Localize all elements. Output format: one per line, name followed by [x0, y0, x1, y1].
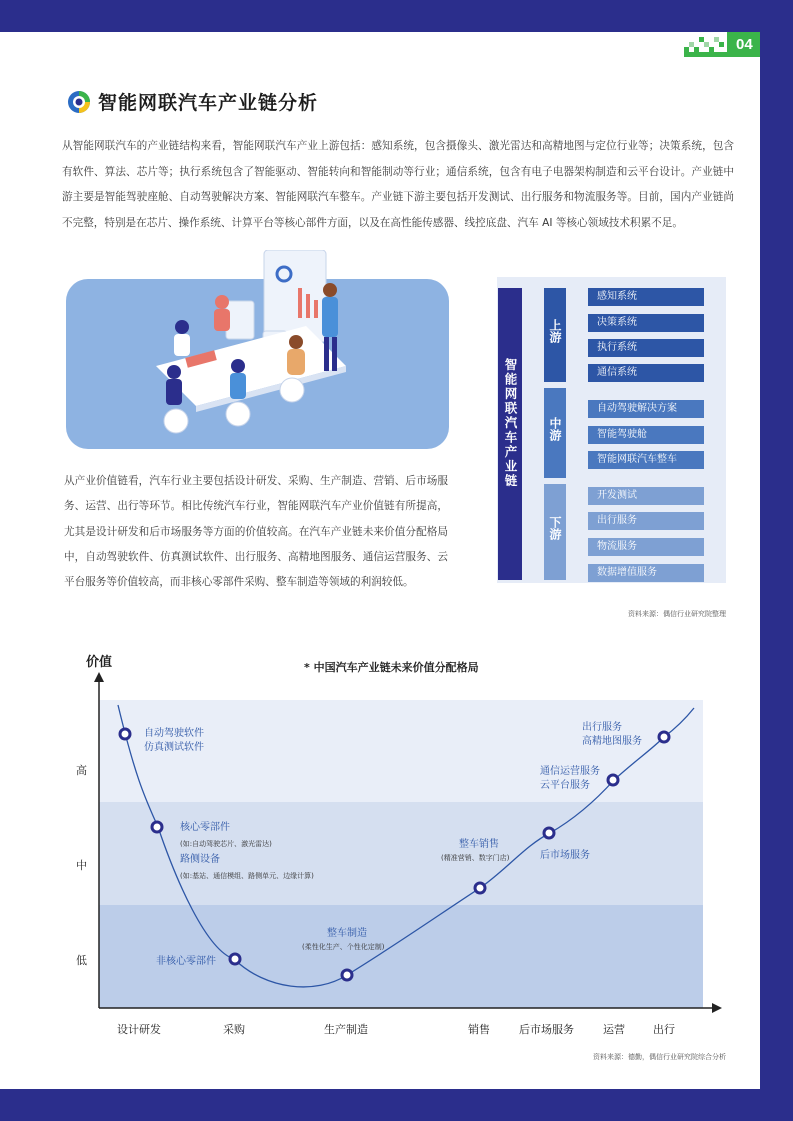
point-sublabel: (如:自动驾驶芯片、激光雷达): [180, 840, 272, 848]
meeting-illustration: [66, 250, 449, 450]
chart-svg: [66, 650, 726, 1045]
chart-title: * 中国汽车产业链未来价值分配格局: [304, 661, 479, 674]
x-tick: 出行: [653, 1023, 675, 1036]
top-bar: [0, 0, 793, 32]
value-point: [475, 883, 485, 893]
x-tick: 生产制造: [324, 1023, 368, 1036]
point-label: 云平台服务: [540, 780, 590, 791]
stage-upstream-label: 上游: [548, 319, 562, 343]
stage-midstream-label: 中游: [548, 417, 562, 441]
point-sublabel: (精准营销、数字门店): [441, 854, 510, 862]
source-note-1: 资料来源：偶信行业研究院整理: [628, 610, 726, 618]
stage-downstream-label: 下游: [548, 516, 562, 540]
value-point: [152, 822, 162, 832]
chain-item: 出行服务: [588, 512, 704, 530]
chain-item: 物流服务: [588, 538, 704, 556]
point-label: 整车销售: [459, 839, 499, 850]
point-label: 路侧设备: [180, 854, 220, 865]
pixel-decoration: [684, 34, 728, 57]
value-distribution-chart: [66, 650, 726, 1045]
chain-main-label: [498, 288, 522, 580]
point-label: 高精地图服务: [582, 736, 642, 747]
y-level-mid: 中: [76, 859, 87, 872]
point-sublabel: (如:基站、通信模组、路侧单元、边缘计算): [180, 872, 314, 880]
value-point: [659, 732, 669, 742]
chain-item: 智能驾驶舱: [588, 426, 704, 444]
bottom-bar: [0, 1089, 793, 1121]
y-axis-arrow: [94, 672, 104, 682]
x-tick: 采购: [223, 1023, 245, 1036]
point-label: 自动驾驶软件: [144, 728, 204, 739]
chain-item: 决策系统: [588, 314, 704, 332]
point-label: 通信运营服务: [540, 766, 600, 777]
chain-item: 智能网联汽车整车: [588, 451, 704, 469]
point-label: 整车制造: [327, 928, 367, 939]
value-point: [544, 828, 554, 838]
chain-item: 数据增值服务: [588, 564, 704, 582]
point-label: 仿真测试软件: [144, 742, 204, 753]
point-sublabel: (柔性化生产、个性化定制): [302, 943, 385, 951]
y-level-high: 高: [76, 764, 87, 777]
value-point: [608, 775, 618, 785]
stage-upstream: [544, 288, 566, 382]
x-tick: 设计研发: [117, 1023, 161, 1036]
industry-chain-diagram: [497, 277, 726, 583]
source-note-2: 资料来源：德勤，偶信行业研究院综合分析: [593, 1053, 726, 1061]
stage-midstream: [544, 388, 566, 478]
point-label: 核心零部件: [180, 822, 230, 833]
chain-item: 感知系统: [588, 288, 704, 306]
chain-item: 自动驾驶解决方案: [588, 400, 704, 418]
stage-downstream: [544, 484, 566, 580]
right-side-bar: [760, 32, 793, 1092]
value-point: [120, 729, 130, 739]
value-point: [342, 970, 352, 980]
chain-item: 通信系统: [588, 364, 704, 382]
page-title: 智能网联汽车产业链分析: [98, 92, 319, 114]
x-tick: 运营: [603, 1023, 625, 1036]
point-label: 非核心零部件: [156, 956, 216, 967]
page-number: 04: [727, 32, 760, 57]
value-chain-paragraph: 从产业价值链看，汽车行业主要包括设计研发、采购、生产制造、营销、后市场服务、运营、出行等环节。相比传统汽车行业，智能网联汽车产业价值链有所提高，尤其是设计研发和后市场服务等方面的价值较高。在汽车产业链未来价值分配格局中，自动驾驶软件、仿真测试软件、出行服务、高精地图服务、通信运营服务、云平台服务等价值较高，而非核心零部件采购、整车制造等领域的利润较低。: [64, 475, 448, 589]
chain-main-text: 智能网联汽车产业链: [503, 358, 518, 489]
x-tick: 后市场服务: [519, 1023, 574, 1036]
point-label: 出行服务: [582, 722, 622, 733]
y-axis-title: 价值: [86, 655, 113, 670]
x-tick: 销售: [468, 1023, 490, 1036]
point-label: 后市场服务: [540, 850, 590, 861]
title-block: [67, 88, 318, 115]
chain-item: 开发测试: [588, 487, 704, 505]
chain-item: 执行系统: [588, 339, 704, 357]
swirl-logo-icon: [67, 90, 91, 114]
intro-paragraph: 从智能网联汽车的产业链结构来看，智能网联汽车产业上游包括：感知系统，包含摄像头、激光雷达和高精地图与定位行业等；决策系统，包含有软件、算法、芯片等；执行系统包含了智能驱动、智能转向和智能制动等行业；通信系统，包含有电子电器架构制造和云平台设计。产业链中游主要是智能驾驶座舱、自动驾驶解决方案、智能网联汽车整车。产业链下游主要包括开发测试、出行服务和物流服务等。目前，国内产业链尚不完整，特别是在芯片、操作系统、计算平台等核心部件方面，以及在高性能传感器、线控底盘、汽车 AI 等核心领域技术积累不足。: [62, 140, 734, 229]
value-point: [230, 954, 240, 964]
x-axis-arrow: [712, 1003, 722, 1013]
y-level-low: 低: [76, 954, 87, 967]
